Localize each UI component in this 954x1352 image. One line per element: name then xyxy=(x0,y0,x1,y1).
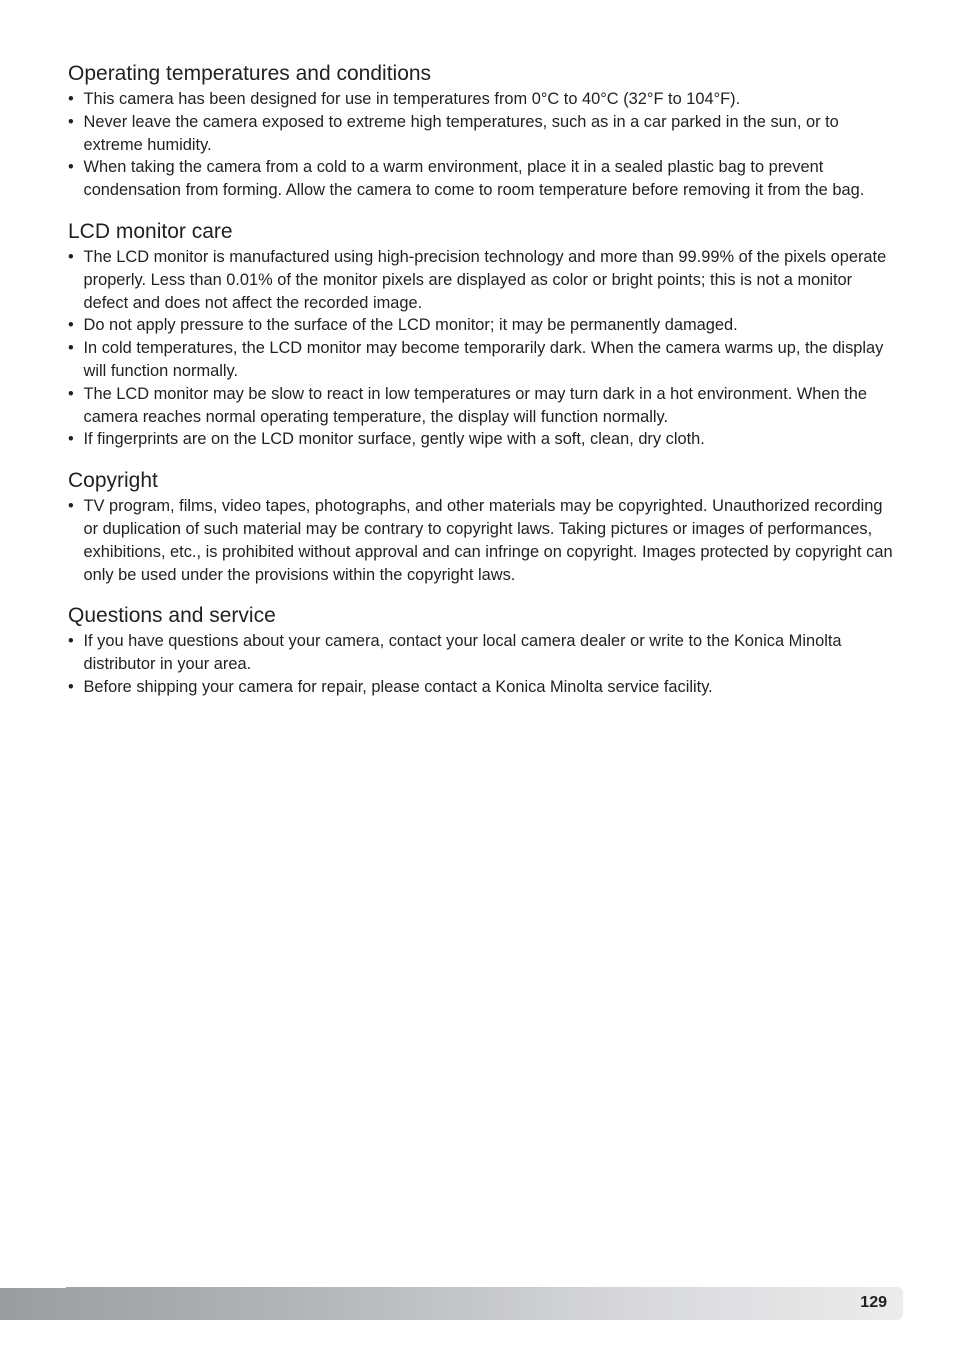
bullet-list xyxy=(68,88,898,202)
list-item xyxy=(68,495,898,586)
section-heading: LCD monitor care xyxy=(68,219,233,243)
section-heading: Questions and service xyxy=(68,604,276,628)
bullet-icon: • xyxy=(68,112,74,131)
bullet-icon: • xyxy=(68,339,74,358)
section-operating-temperatures xyxy=(68,61,898,202)
bullet-icon: • xyxy=(68,632,74,651)
page-content xyxy=(68,61,898,716)
bullet-icon: • xyxy=(68,158,74,177)
list-item-text: The LCD monitor is manufactured using high-precision technology and more than 99.99% of the pixels operate properly. Less than 0.01% of the monitor pixels are displayed as color or bright points; this is not a monitor defect and does not affect the recorded image. xyxy=(83,247,887,312)
list-item-text: The LCD monitor may be slow to react in low temperatures or may turn dark in a hot environment. When the camera reaches normal operating temperature, the display will function normally. xyxy=(83,384,867,426)
list-item xyxy=(68,337,898,383)
list-item-text: Never leave the camera exposed to extreme high temperatures, such as in a car parked in the sun, or to extreme humidity. xyxy=(83,112,839,154)
section-questions-and-service xyxy=(68,603,898,698)
bullet-icon: • xyxy=(68,90,74,108)
list-item xyxy=(68,246,898,314)
list-item-text: This camera has been designed for use in temperatures from 0°C to 40°C (32°F to 104°F). xyxy=(83,90,741,108)
section-heading: Copyright xyxy=(68,469,158,493)
footer-divider xyxy=(0,1287,66,1288)
page-number: 129 xyxy=(860,1294,887,1311)
bullet-icon: • xyxy=(68,430,74,449)
list-item-text: Do not apply pressure to the surface of the LCD monitor; it may be permanently damaged. xyxy=(83,316,738,335)
bullet-icon: • xyxy=(68,677,74,696)
list-item-text: In cold temperatures, the LCD monitor may become temporarily dark. When the camera warms up, the display will function normally. xyxy=(83,339,884,380)
list-item-text: When taking the camera from a cold to a warm environment, place it in a sealed plastic bag to prevent condensation from forming. Allow the camera to come to room temperature before removing it from the bag. xyxy=(83,158,865,200)
bullet-icon: • xyxy=(68,497,74,516)
section-copyright xyxy=(68,468,898,586)
bullet-list xyxy=(68,630,898,698)
list-item xyxy=(68,630,898,676)
list-item-text: If fingerprints are on the LCD monitor surface, gently wipe with a soft, clean, dry cloth. xyxy=(83,430,705,449)
list-item xyxy=(68,428,898,451)
bullet-list xyxy=(68,246,898,451)
list-item-text: Before shipping your camera for repair, please contact a Konica Minolta service facility. xyxy=(83,677,713,696)
list-item xyxy=(68,88,898,111)
list-item xyxy=(68,676,898,699)
list-item-text: If you have questions about your camera, contact your local camera dealer or write to the Konica Minolta distributor in your area. xyxy=(83,632,842,674)
list-item xyxy=(68,156,898,202)
bullet-icon: • xyxy=(68,384,74,403)
section-heading: Operating temperatures and conditions xyxy=(68,62,432,85)
footer-bar xyxy=(0,1287,903,1320)
list-item-text: TV program, films, video tapes, photographs, and other materials may be copyrighted. Unauthorized recording or duplication of such material may be contrary to copyright laws. Taking pictures or images of performances, exhibitions, etc., is prohibited without approval and can infringe on copyright. Images protected by copyright can only be used under the provisions within the copyright laws. xyxy=(83,497,893,584)
bullet-icon: • xyxy=(68,247,74,266)
bullet-list xyxy=(68,495,898,586)
bullet-icon: • xyxy=(68,316,74,335)
list-item xyxy=(68,383,898,429)
list-item xyxy=(68,314,898,337)
section-lcd-monitor-care xyxy=(68,219,898,451)
list-item xyxy=(68,111,898,157)
